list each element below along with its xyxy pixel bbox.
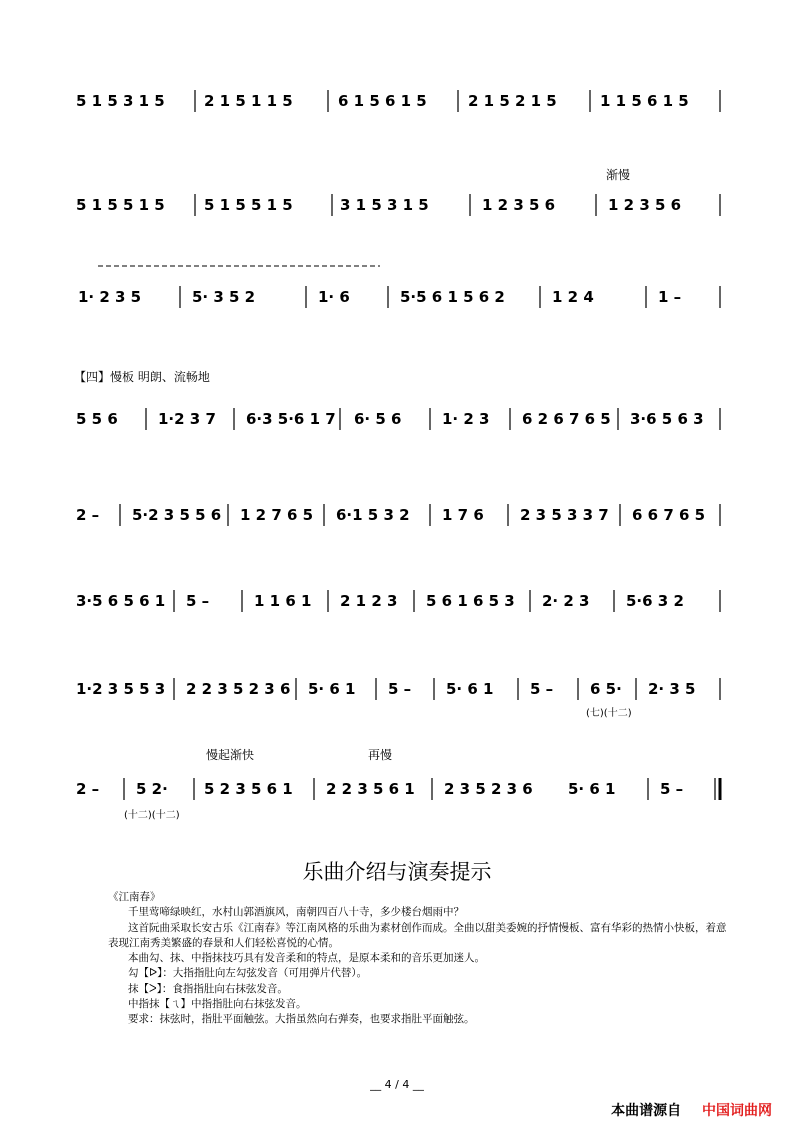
row2-m1: 5 1 5 5 1 5 bbox=[76, 196, 165, 214]
row8-m7: 5 – bbox=[660, 780, 684, 798]
row3-m1: 1· 2 3 5 bbox=[78, 288, 142, 306]
score-row-3-svg bbox=[70, 282, 730, 352]
intro-p2: 本曲勾、抹、中指抹技巧具有发音柔和的特点，是原本柔和的音乐更加迷人。 bbox=[128, 952, 485, 965]
source-label: 本曲谱源自 bbox=[611, 1103, 682, 1119]
row2-m5: 1 2 3 5 6 bbox=[608, 196, 682, 214]
row4-m3: 6·3 5·6 1 7 bbox=[246, 410, 336, 428]
row1-m4: 2 1 5 2 1 5 bbox=[468, 92, 557, 110]
row7-m6: 5 – bbox=[530, 680, 554, 698]
row8-m4: 2 2 3 5 6 1 bbox=[326, 780, 415, 798]
row7-m3: 5· 6 1 bbox=[308, 680, 356, 698]
row7-m5: 5· 6 1 bbox=[446, 680, 494, 698]
intro-mo: 抹【ᐳ】：食指指肚向右抹弦发音。 bbox=[128, 982, 288, 995]
score-row-7 bbox=[70, 674, 730, 734]
score-row-7-svg bbox=[70, 674, 730, 734]
row8-m5: 2 3 5 2 3 6 bbox=[444, 780, 533, 798]
intro-name: 《江南春》 bbox=[108, 891, 161, 903]
intro-title: 乐曲介绍与演奏提示 bbox=[302, 860, 492, 884]
row3-m4: 5·5 6 1 5 6 2 bbox=[400, 288, 505, 306]
row6-m6: 2· 2 3 bbox=[542, 592, 590, 610]
row5-m6: 2 3 5 3 3 7 bbox=[520, 506, 609, 524]
row4-m7: 3·6 5 6 3 bbox=[630, 410, 704, 428]
intro-poem: 千里莺啼绿映红，水村山郭酒旗风，南朝四百八十寺，多少楼台烟雨中？ bbox=[128, 906, 464, 919]
row4-m1: 5 5 6 bbox=[76, 410, 118, 428]
tempo-zaiman: 再慢 bbox=[368, 748, 393, 762]
row3-m3: 1· 6 bbox=[318, 288, 350, 306]
row7-m8: 2· 3 5 bbox=[648, 680, 696, 698]
intro-requirement: 要求：抹弦时，指肚平面触弦。大指虽然向右弹奏，也要求指肚平面触弦。 bbox=[128, 1013, 475, 1026]
row1-m1: 5 1 5 3 1 5 bbox=[76, 92, 165, 110]
score-row-5-svg bbox=[70, 498, 730, 558]
row8-string-marks: (十二)(十二) bbox=[124, 810, 180, 821]
row1-m3: 6 1 5 6 1 5 bbox=[338, 92, 427, 110]
tempo-jianman: 渐慢 bbox=[606, 168, 631, 182]
row3-m2: 5· 3 5 2 bbox=[192, 288, 256, 306]
intro-text bbox=[108, 890, 728, 1028]
score-row-8-svg bbox=[70, 774, 730, 834]
row3-m6: 1 – bbox=[658, 288, 682, 306]
intro-zhongmo: 中指抹【ㄟ】中指指肚向右抹弦发音。 bbox=[128, 998, 307, 1011]
intro-gou: 勾【ᐅ】：大指指肚向左勾弦发音（可用弹片代替）。 bbox=[128, 967, 368, 980]
row1-m5: 1 1 5 6 1 5 bbox=[600, 92, 689, 110]
row7-string-marks: (七)(十二) bbox=[586, 708, 632, 719]
row4-m4: 6· 5 6 bbox=[354, 410, 402, 428]
row5-m3: 1 2 7 6 5 bbox=[240, 506, 314, 524]
row6-m5: 5 6 1 6 5 3 bbox=[426, 592, 515, 610]
row4-m5: 1· 2 3 bbox=[442, 410, 490, 428]
intro-p1: 这首阮曲采取长安古乐《江南春》等江南风格的乐曲为素材创作而成。全曲以甜美委婉的抒情慢板、富有华彩的热情小快板，着意表现江南秀美繁盛的春景和人们轻松喜悦的心情。 bbox=[108, 921, 727, 949]
row5-m1: 2 – bbox=[76, 506, 100, 524]
row8-m2: 5 2· bbox=[136, 780, 168, 798]
score-row-4-svg bbox=[70, 402, 730, 462]
row3-m5: 1 2 4 bbox=[552, 288, 594, 306]
row4-m6: 6 2 6 7 6 5 bbox=[522, 410, 611, 428]
row8-m3: 5 2 3 5 6 1 bbox=[204, 780, 293, 798]
row7-m1: 1·2 3 5 5 3 bbox=[76, 680, 166, 698]
row5-m5: 1 7 6 bbox=[442, 506, 484, 524]
source-credit bbox=[611, 1100, 772, 1120]
tempo-manqi: 慢起渐快 bbox=[206, 748, 255, 762]
row1-m2: 2 1 5 1 1 5 bbox=[204, 92, 293, 110]
score-row-4 bbox=[70, 402, 730, 462]
row6-m7: 5·6 3 2 bbox=[626, 592, 684, 610]
row4-m2: 1·2 3 7 bbox=[158, 410, 216, 428]
page-number: __ 4 / 4 __ bbox=[370, 1078, 424, 1091]
score-row-1 bbox=[70, 72, 730, 132]
score-row-5 bbox=[70, 498, 730, 558]
score-row-2 bbox=[70, 182, 730, 242]
row2-m4: 1 2 3 5 6 bbox=[482, 196, 556, 214]
score-row-1-svg bbox=[70, 72, 730, 132]
row5-m2: 5·2 3 5 5 6 bbox=[132, 506, 222, 524]
row6-m1: 3·5 6 5 6 1 bbox=[76, 592, 166, 610]
row7-m2: 2 2 3 5 2 3 6 bbox=[186, 680, 291, 698]
row6-m3: 1 1 6 1 bbox=[254, 592, 312, 610]
row2-m2: 5 1 5 5 1 5 bbox=[204, 196, 293, 214]
row2-m3: 3 1 5 3 1 5 bbox=[340, 196, 429, 214]
row7-m7: 6 5· bbox=[590, 680, 622, 698]
score-row-6-svg bbox=[70, 584, 730, 644]
row5-m4: 6·1 5 3 2 bbox=[336, 506, 410, 524]
source-site-link[interactable]: 中国词曲网 bbox=[702, 1103, 772, 1119]
score-row-2-svg bbox=[70, 182, 730, 242]
section-heading: 【四】慢板 明朗、流畅地 bbox=[74, 370, 210, 384]
score-row-8 bbox=[70, 774, 730, 834]
row8-m1: 2 – bbox=[76, 780, 100, 798]
row5-m7: 6 6 7 6 5 bbox=[632, 506, 706, 524]
row6-m2: 5 – bbox=[186, 592, 210, 610]
row8-m6: 5· 6 1 bbox=[568, 780, 616, 798]
row6-m4: 2 1 2 3 bbox=[340, 592, 398, 610]
row7-m4: 5 – bbox=[388, 680, 412, 698]
score-row-6 bbox=[70, 584, 730, 644]
score-row-3 bbox=[70, 282, 730, 342]
